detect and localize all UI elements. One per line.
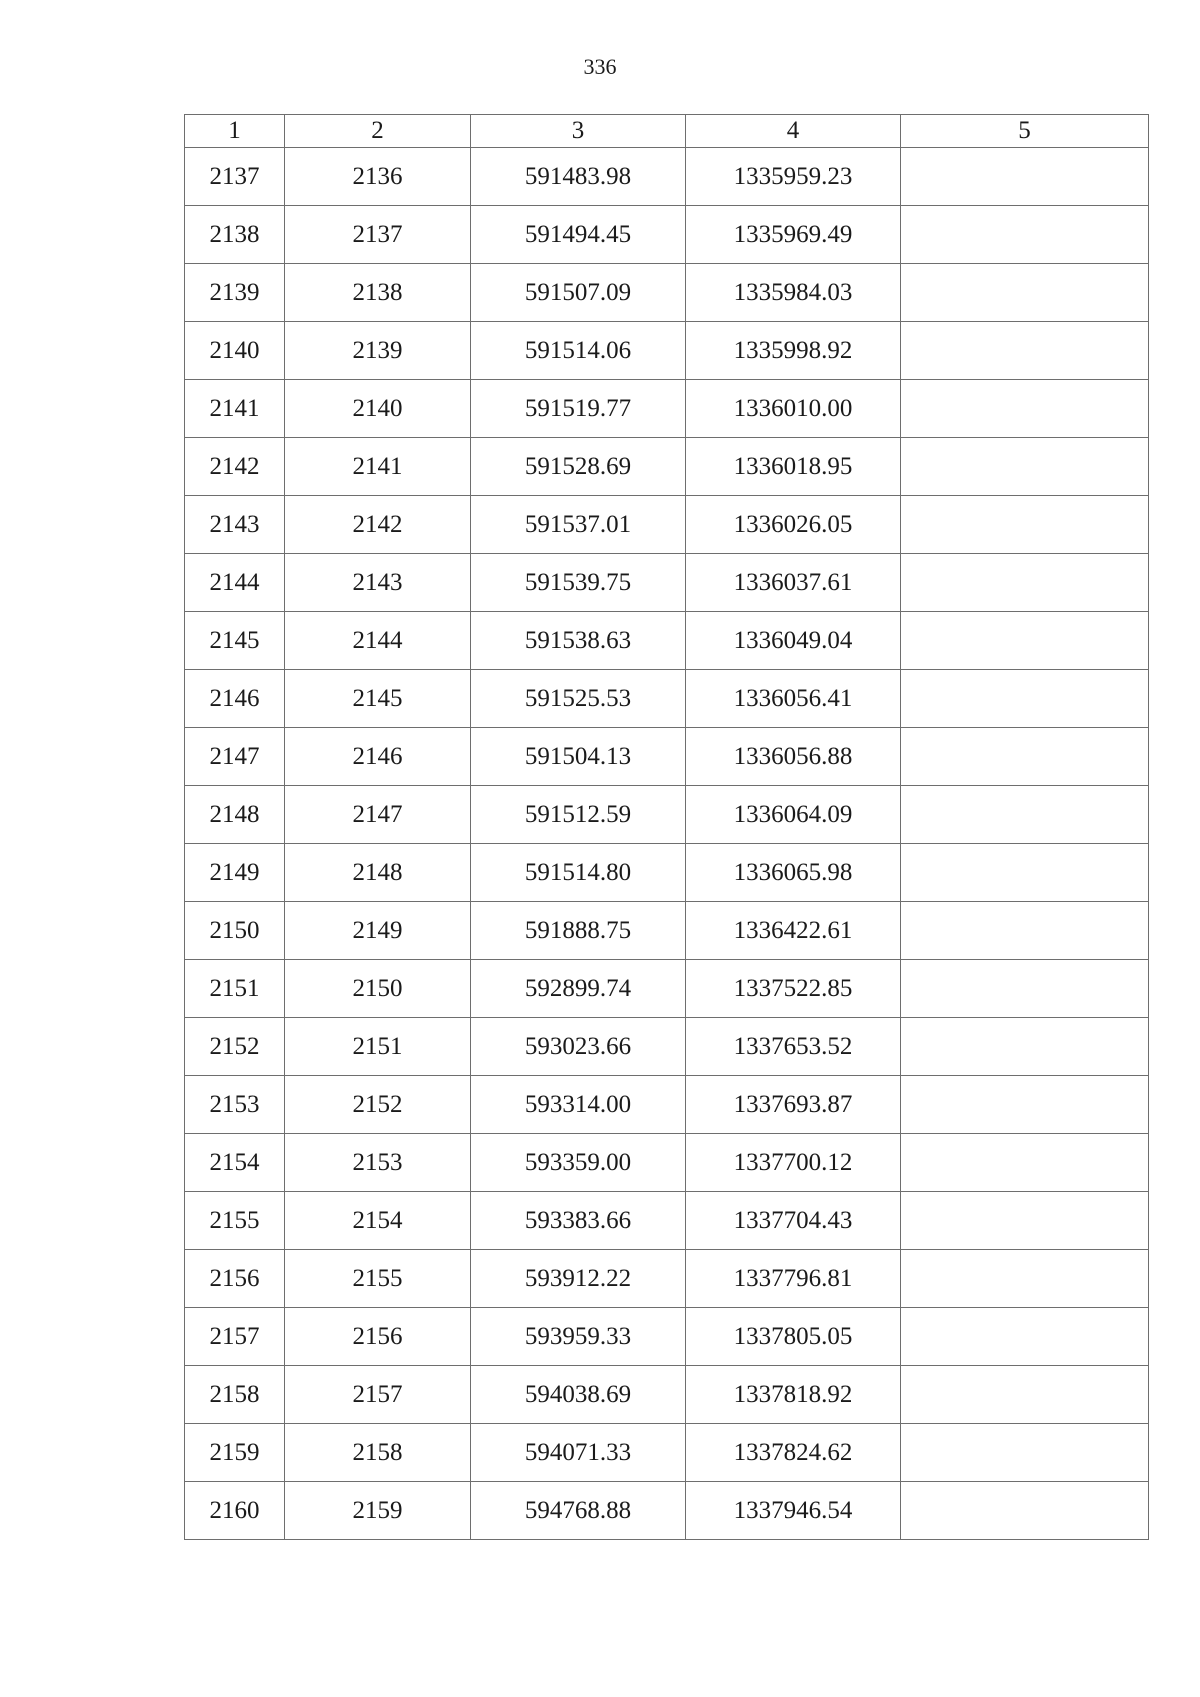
table-cell-col-3: 593359.00	[471, 1134, 686, 1192]
table-cell-col-1: 2147	[185, 728, 285, 786]
table-cell-col-4: 1337700.12	[686, 1134, 901, 1192]
table-cell-col-5	[901, 496, 1149, 554]
table-cell-col-3: 591539.75	[471, 554, 686, 612]
table-cell-col-2: 2147	[285, 786, 471, 844]
table-cell-col-1: 2141	[185, 380, 285, 438]
table-cell-col-5	[901, 1424, 1149, 1482]
table-cell-col-2: 2136	[285, 148, 471, 206]
table-row	[185, 728, 1149, 786]
table-cell-col-2: 2158	[285, 1424, 471, 1482]
table-row	[185, 554, 1149, 612]
table-cell-col-5	[901, 960, 1149, 1018]
table-cell-col-5	[901, 844, 1149, 902]
table-cell-col-4: 1335969.49	[686, 206, 901, 264]
table-cell-col-1: 2157	[185, 1308, 285, 1366]
table-row	[185, 1308, 1149, 1366]
table-cell-col-3: 591494.45	[471, 206, 686, 264]
table-cell-col-2: 2151	[285, 1018, 471, 1076]
table-cell-col-4: 1337796.81	[686, 1250, 901, 1308]
table-cell-col-4: 1337653.52	[686, 1018, 901, 1076]
table-cell-col-1: 2153	[185, 1076, 285, 1134]
table-cell-col-1: 2143	[185, 496, 285, 554]
table-cell-col-2: 2148	[285, 844, 471, 902]
table-cell-col-5	[901, 1250, 1149, 1308]
table-cell-col-3: 591514.06	[471, 322, 686, 380]
table-cell-col-3: 591514.80	[471, 844, 686, 902]
table-cell-col-1: 2148	[185, 786, 285, 844]
table-cell-col-1: 2154	[185, 1134, 285, 1192]
table-row	[185, 1192, 1149, 1250]
table-cell-col-3: 593023.66	[471, 1018, 686, 1076]
table-cell-col-1: 2140	[185, 322, 285, 380]
table-cell-col-1: 2146	[185, 670, 285, 728]
table-cell-col-5	[901, 1076, 1149, 1134]
table-cell-col-3: 594071.33	[471, 1424, 686, 1482]
table-cell-col-2: 2145	[285, 670, 471, 728]
column-header-3: 3	[471, 115, 686, 148]
table-cell-col-4: 1336049.04	[686, 612, 901, 670]
table-cell-col-1: 2152	[185, 1018, 285, 1076]
table-cell-col-5	[901, 1482, 1149, 1540]
table-cell-col-3: 591525.53	[471, 670, 686, 728]
table-row	[185, 670, 1149, 728]
table-cell-col-3: 591507.09	[471, 264, 686, 322]
table-cell-col-1: 2144	[185, 554, 285, 612]
table-cell-col-2: 2137	[285, 206, 471, 264]
table-cell-col-5	[901, 554, 1149, 612]
table-row	[185, 786, 1149, 844]
table-cell-col-2: 2139	[285, 322, 471, 380]
table-cell-col-2: 2141	[285, 438, 471, 496]
table-cell-col-1: 2149	[185, 844, 285, 902]
table-cell-col-3: 593314.00	[471, 1076, 686, 1134]
table-row	[185, 206, 1149, 264]
table-row	[185, 496, 1149, 554]
table-cell-col-3: 592899.74	[471, 960, 686, 1018]
table-cell-col-4: 1336018.95	[686, 438, 901, 496]
table-cell-col-2: 2152	[285, 1076, 471, 1134]
table-row	[185, 322, 1149, 380]
table-cell-col-2: 2140	[285, 380, 471, 438]
table-cell-col-1: 2159	[185, 1424, 285, 1482]
table-cell-col-4: 1335959.23	[686, 148, 901, 206]
table-cell-col-3: 593912.22	[471, 1250, 686, 1308]
table-cell-col-1: 2160	[185, 1482, 285, 1540]
table-cell-col-3: 591528.69	[471, 438, 686, 496]
table-cell-col-5	[901, 1366, 1149, 1424]
table-row	[185, 438, 1149, 496]
table-cell-col-5	[901, 264, 1149, 322]
coordinates-table	[184, 114, 1149, 1540]
table-body	[185, 148, 1149, 1540]
table-cell-col-3: 591888.75	[471, 902, 686, 960]
table-cell-col-1: 2138	[185, 206, 285, 264]
table-cell-col-5	[901, 612, 1149, 670]
table-cell-col-4: 1336064.09	[686, 786, 901, 844]
table-cell-col-3: 593383.66	[471, 1192, 686, 1250]
table-row	[185, 612, 1149, 670]
table-cell-col-5	[901, 902, 1149, 960]
table-cell-col-3: 591538.63	[471, 612, 686, 670]
table-cell-col-4: 1336422.61	[686, 902, 901, 960]
table-cell-col-5	[901, 728, 1149, 786]
table-cell-col-4: 1337704.43	[686, 1192, 901, 1250]
table-row	[185, 1250, 1149, 1308]
table-cell-col-2: 2143	[285, 554, 471, 612]
table-cell-col-2: 2138	[285, 264, 471, 322]
table-cell-col-4: 1335998.92	[686, 322, 901, 380]
table-cell-col-2: 2155	[285, 1250, 471, 1308]
table-cell-col-4: 1337522.85	[686, 960, 901, 1018]
table-cell-col-5	[901, 148, 1149, 206]
table-cell-col-2: 2144	[285, 612, 471, 670]
table-cell-col-1: 2156	[185, 1250, 285, 1308]
column-header-4: 4	[686, 115, 901, 148]
table-row	[185, 1076, 1149, 1134]
table-cell-col-4: 1337824.62	[686, 1424, 901, 1482]
table-cell-col-4: 1335984.03	[686, 264, 901, 322]
table-cell-col-5	[901, 1308, 1149, 1366]
table-cell-col-1: 2145	[185, 612, 285, 670]
table-cell-col-1: 2150	[185, 902, 285, 960]
table-row	[185, 264, 1149, 322]
table-cell-col-5	[901, 1018, 1149, 1076]
table-cell-col-3: 594038.69	[471, 1366, 686, 1424]
table-cell-col-1: 2142	[185, 438, 285, 496]
table-cell-col-3: 591504.13	[471, 728, 686, 786]
header-row	[185, 115, 1149, 148]
column-header-5: 5	[901, 115, 1149, 148]
table-cell-col-4: 1336026.05	[686, 496, 901, 554]
table-cell-col-4: 1336037.61	[686, 554, 901, 612]
table-cell-col-2: 2149	[285, 902, 471, 960]
table-cell-col-5	[901, 322, 1149, 380]
table-cell-col-4: 1336056.88	[686, 728, 901, 786]
table-row	[185, 1366, 1149, 1424]
table-cell-col-5	[901, 380, 1149, 438]
table-cell-col-4: 1337818.92	[686, 1366, 901, 1424]
page-number: 336	[583, 54, 617, 79]
table-cell-col-5	[901, 1134, 1149, 1192]
table-cell-col-3: 591519.77	[471, 380, 686, 438]
table-cell-col-2: 2159	[285, 1482, 471, 1540]
table-cell-col-1: 2139	[185, 264, 285, 322]
table-cell-col-4: 1337693.87	[686, 1076, 901, 1134]
table-cell-col-4: 1337946.54	[686, 1482, 901, 1540]
table-cell-col-3: 594768.88	[471, 1482, 686, 1540]
table-cell-col-2: 2157	[285, 1366, 471, 1424]
table-row	[185, 1018, 1149, 1076]
column-header-2: 2	[285, 115, 471, 148]
table-cell-col-2: 2142	[285, 496, 471, 554]
table-cell-col-4: 1337805.05	[686, 1308, 901, 1366]
table-cell-col-3: 593959.33	[471, 1308, 686, 1366]
column-header-1: 1	[185, 115, 285, 148]
table-cell-col-3: 591483.98	[471, 148, 686, 206]
table-header	[185, 115, 1149, 148]
table-cell-col-3: 591537.01	[471, 496, 686, 554]
table-row	[185, 1424, 1149, 1482]
table-cell-col-4: 1336065.98	[686, 844, 901, 902]
table-row	[185, 148, 1149, 206]
table-cell-col-2: 2154	[285, 1192, 471, 1250]
table-cell-col-1: 2151	[185, 960, 285, 1018]
table-cell-col-2: 2150	[285, 960, 471, 1018]
table-cell-col-1: 2137	[185, 148, 285, 206]
table-row	[185, 380, 1149, 438]
table-cell-col-1: 2155	[185, 1192, 285, 1250]
table-cell-col-5	[901, 670, 1149, 728]
table-cell-col-3: 591512.59	[471, 786, 686, 844]
table-cell-col-2: 2156	[285, 1308, 471, 1366]
table-cell-col-4: 1336056.41	[686, 670, 901, 728]
table-cell-col-4: 1336010.00	[686, 380, 901, 438]
table-row	[185, 902, 1149, 960]
table-cell-col-2: 2153	[285, 1134, 471, 1192]
table-cell-col-5	[901, 786, 1149, 844]
table-cell-col-2: 2146	[285, 728, 471, 786]
table-row	[185, 1134, 1149, 1192]
table-cell-col-5	[901, 206, 1149, 264]
table-cell-col-5	[901, 438, 1149, 496]
table-row	[185, 844, 1149, 902]
table-cell-col-1: 2158	[185, 1366, 285, 1424]
table-row	[185, 960, 1149, 1018]
table-cell-col-5	[901, 1192, 1149, 1250]
table-row	[185, 1482, 1149, 1540]
